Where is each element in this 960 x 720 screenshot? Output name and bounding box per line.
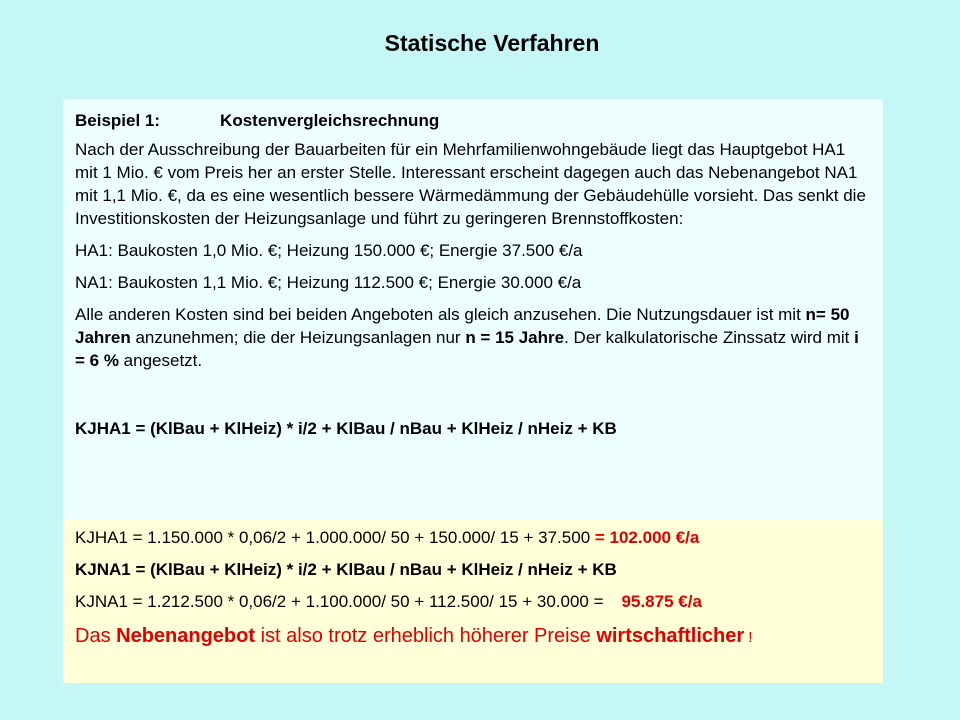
example-heading — [75, 109, 871, 132]
calc-na1-result: 95.875 €/a — [621, 592, 702, 611]
lifetime-heating: n = 15 Jahre — [465, 328, 565, 347]
interest-rate: i = 6 % — [75, 328, 859, 370]
formula-ha1: KJHA1 = (KlBau + KlHeiz) * i/2 + KlBau / nBau + KlHeiz / nHeiz + KB — [75, 419, 617, 438]
assumptions-text-4: angesetzt. — [118, 351, 203, 370]
ha1-costs: HA1: Baukosten 1,0 Mio. €; Heizung 150.000 €; Energie 37.500 €/a — [75, 241, 583, 260]
assumptions-text-1: Alle anderen Kosten sind bei beiden Angeboten als gleich anzusehen. Die Nutzungsdauer ist mit — [75, 305, 806, 324]
conclusion-text-2: ist also trotz erheblich höherer Preise — [255, 625, 597, 647]
assumptions-text-2: anzunehmen; die der Heizungsanlagen nur — [130, 328, 466, 347]
calc-na1 — [75, 590, 871, 613]
conclusion — [75, 623, 871, 651]
example-box — [63, 99, 883, 520]
example-intro: Nach der Ausschreibung der Bauarbeiten für ein Mehrfamilienwohngebäude liegt das Hauptgebot HA1 mit 1 Mio. € vom Preis her an erster Stelle. Interessant erscheint dagegen auch das Nebenangebot NA1 mit 1,1 Mio. €, da es eine wesentlich bessere Wärmedämmung der Gebäudehülle vorsieht. Das senkt die Investitionskosten der Heizungsanlage und führt zu geringeren Brennstoffkosten: — [75, 140, 866, 228]
conclusion-offer: Nebenangebot — [116, 625, 256, 647]
example-label: Beispiel 1: — [75, 111, 161, 130]
conclusion-text-3: ! — [744, 629, 753, 646]
calc-ha1 — [75, 526, 871, 549]
calc-ha1-expression: KJHA1 = 1.150.000 * 0,06/2 + 1.000.000/ 50 + 150.000/ 15 + 37.500 — [75, 528, 595, 547]
assumptions-text-3: . Der kalkulatorische Zinssatz wird mit — [564, 328, 855, 347]
example-subject: Kostenvergleichsrechnung — [220, 111, 440, 130]
calc-ha1-result: = 102.000 €/a — [594, 528, 700, 547]
calculation-box — [63, 520, 883, 683]
calc-na1-expression: KJNA1 = 1.212.500 * 0,06/2 + 1.100.000/ 50 + 112.500/ 15 + 30.000 = — [75, 592, 604, 611]
conclusion-economical: wirtschaftlicher — [596, 625, 745, 647]
page-title: Statische Verfahren — [384, 30, 600, 56]
lifetime-building: n= 50 Jahren — [75, 305, 850, 347]
assumptions-paragraph — [75, 303, 871, 372]
na1-costs: NA1: Baukosten 1,1 Mio. €; Heizung 112.500 €; Energie 30.000 €/a — [75, 273, 582, 292]
formula-na1: KJNA1 = (KlBau + KlHeiz) * i/2 + KlBau / nBau + KlHeiz / nHeiz + KB — [75, 560, 617, 579]
conclusion-text-1: Das — [75, 625, 117, 647]
